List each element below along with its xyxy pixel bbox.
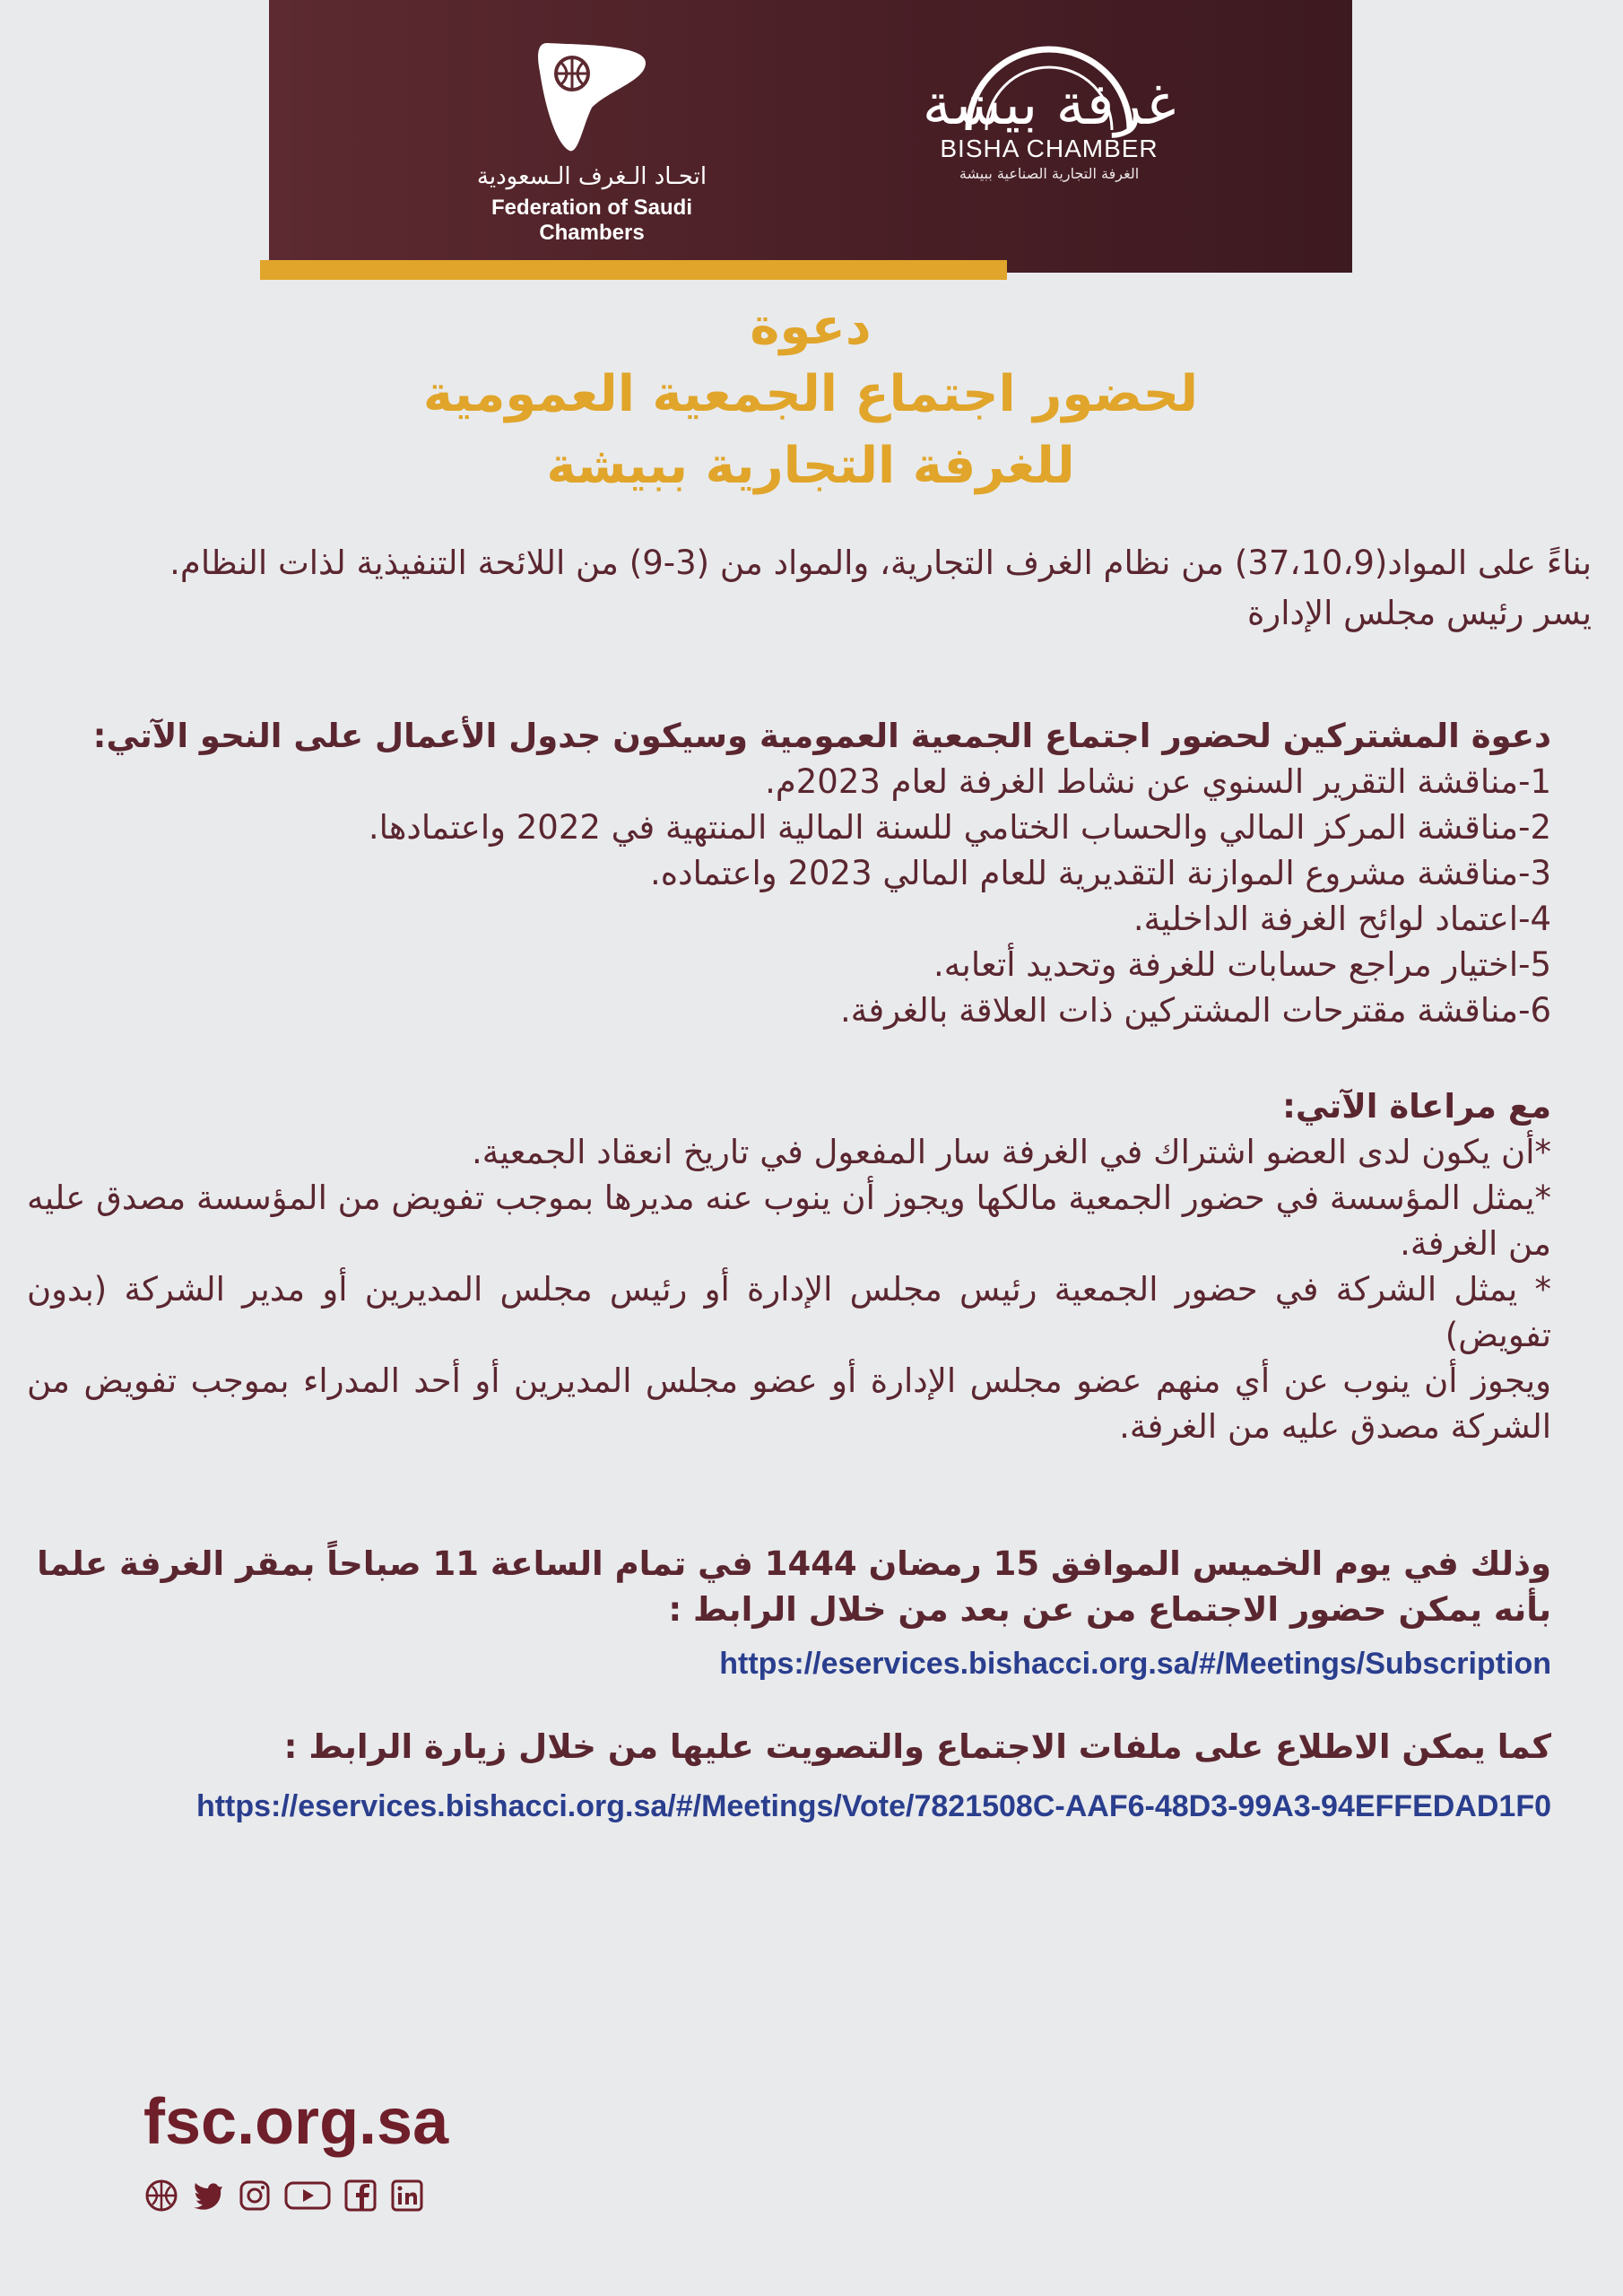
note-item: *أن يكون لدى العضو اشتراك في الغرفة سار المفعول في تاريخ انعقاد الجمعية. — [472, 1133, 1551, 1171]
bisha-chamber-logo — [888, 36, 1211, 182]
note-item: *يمثل المؤسسة في حضور الجمعية مالكها ويجوز أن ينوب عنه مديرها بموجب تفويض من المؤسسة مصدق عليه من الغرفة. — [27, 1178, 1551, 1263]
twitter-icon[interactable] — [190, 2178, 226, 2213]
title-line-3: للغرفة التجارية ببيشة — [546, 437, 1075, 495]
vote-text: كما يمكن الاطلاع على ملفات الاجتماع والتصويت عليها من خلال زيارة الرابط : — [283, 1727, 1551, 1766]
vote-section — [27, 1724, 1551, 1830]
agenda-item: 5-اختيار مراجع حسابات للغرفة وتحديد أتعابه. — [933, 945, 1551, 984]
bisha-name-en: BISHA CHAMBER — [940, 135, 1159, 162]
meeting-section — [27, 1541, 1551, 1687]
note-item: ويجوز أن ينوب عن أي منهم عضو مجلس الإدارة أو عضو مجلس المديرين أو أحد المدراء بموجب تفويض من الشركة مصدق عليه من الغرفة. — [27, 1361, 1551, 1446]
meeting-text: وذلك في يوم الخميس الموافق 15 رمضان 1444 في تمام الساعة 11 صباحاً بمقر الغرفة علما بأنه يمكن حضور الاجتماع من عن بعد من خلال الرابط : — [37, 1544, 1551, 1629]
federation-name-ar: اتحـاد الـغرف الـسعودية — [476, 163, 707, 190]
agenda-item: 6-مناقشة مقترحات المشتركين ذات العلاقة بالغرفة. — [839, 991, 1551, 1030]
invitation-title — [269, 296, 1352, 502]
intro-line-1: بناءً على المواد(37،10،9) من نظام الغرف التجارية، والمواد من (3-9) من اللائحة التنفيذية لذات النظام. — [169, 544, 1592, 582]
subscription-link[interactable]: https://eservices.bishacci.org.sa/#/Meetings/Subscription — [719, 1647, 1551, 1681]
linkedin-icon[interactable] — [389, 2178, 425, 2213]
youtube-icon[interactable] — [283, 2178, 332, 2213]
footer-website[interactable]: fsc.org.sa — [143, 2086, 449, 2158]
agenda-heading: دعوة المشتركين لحضور اجتماع الجمعية العمومية وسيكون جدول الأعمال على النحو الآتي: — [92, 717, 1551, 755]
agenda-section — [27, 713, 1551, 1033]
title-line-2: لحضور اجتماع الجمعية العمومية — [422, 365, 1199, 423]
social-icons — [143, 2178, 425, 2213]
note-item: * يمثل الشركة في حضور الجمعية رئيس مجلس الإدارة أو رئيس مجلس المديرين أو مدير الشركة (بدون تفويض) — [27, 1270, 1551, 1354]
intro-line-2: يسر رئيس مجلس الإدارة — [1246, 594, 1592, 632]
title-line-1: دعوة — [750, 298, 872, 356]
intro-paragraph — [27, 538, 1592, 639]
globe-icon[interactable] — [143, 2178, 179, 2213]
vote-link[interactable]: https://eservices.bishacci.org.sa/#/Meetings/Vote/7821508C-AAF6-48D3-99A3-94EFFEDAD1F0 — [195, 1789, 1551, 1823]
gold-accent-bar — [260, 260, 1007, 280]
notes-heading: مع مراعاة الآتي: — [1282, 1087, 1551, 1126]
agenda-item: 1-مناقشة التقرير السنوي عن نشاط الغرفة لعام 2023م. — [765, 762, 1551, 801]
federation-emblem-icon — [529, 36, 655, 152]
instagram-icon[interactable] — [237, 2178, 273, 2213]
bisha-name-ar: غرفة بيشة — [922, 72, 1176, 138]
facebook-icon[interactable] — [343, 2178, 378, 2213]
bisha-subtitle: الغرفة التجارية الصناعية ببيشة — [959, 165, 1140, 182]
agenda-item: 2-مناقشة المركز المالي والحساب الختامي للسنة المالية المنتهية في 2022 واعتمادها. — [368, 808, 1551, 847]
federation-logo — [439, 36, 744, 246]
agenda-item: 4-اعتماد لوائح الغرفة الداخلية. — [1133, 900, 1551, 938]
federation-name-en: Federation of Saudi Chambers — [490, 196, 692, 245]
agenda-item: 3-مناقشة مشروع الموازنة التقديرية للعام المالي 2023 واعتماده. — [650, 854, 1551, 892]
notes-section — [27, 1083, 1551, 1449]
